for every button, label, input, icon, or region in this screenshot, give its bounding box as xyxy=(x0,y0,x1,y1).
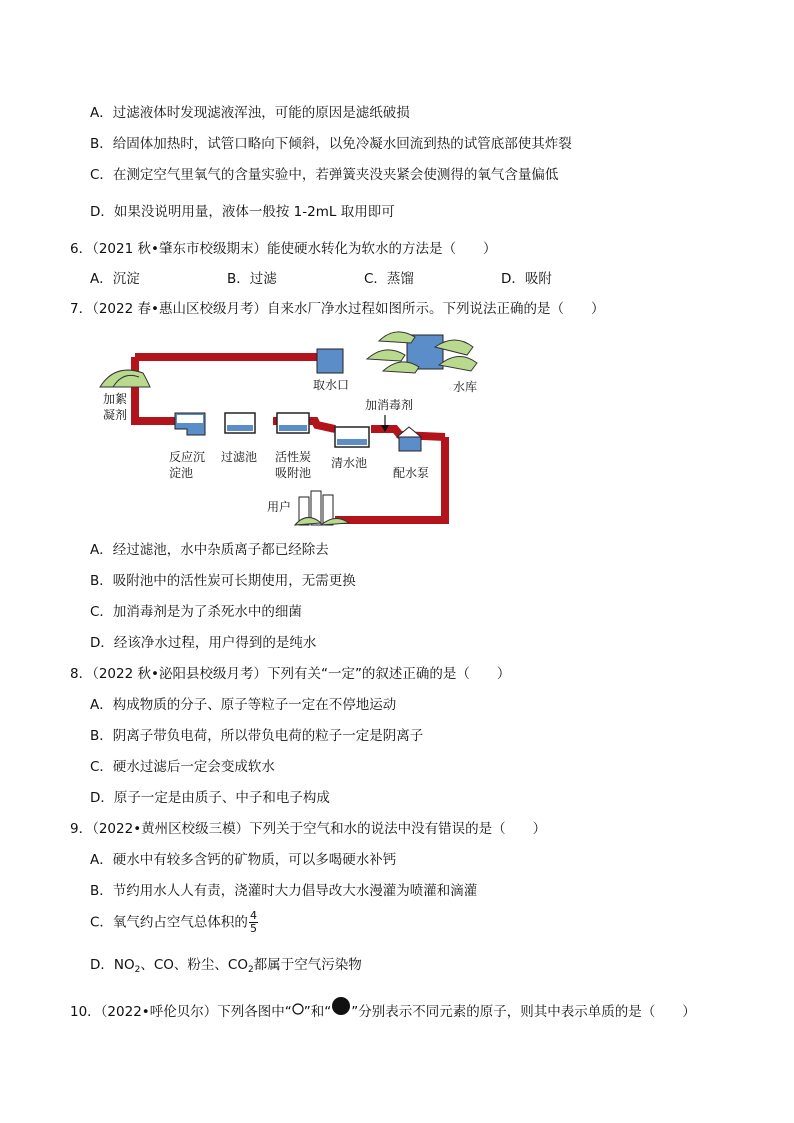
q9-option-c-text: C．氧气约占空气总体积的 xyxy=(90,914,248,931)
q8-option-b: B．阴离子带负电荷，所以带负电荷的粒子一定是阴离子 xyxy=(90,728,424,744)
carbon-tank-icon xyxy=(277,413,309,433)
label-clear: 清水池 xyxy=(331,456,368,470)
intake-icon xyxy=(317,349,343,373)
q9-option-d-suffix: 都属于空气污染物 xyxy=(253,957,362,973)
question-8-stem: 8．（2022 秋•泌阳县校级月考）下列有关“一定”的叙述正确的是（ ） xyxy=(70,666,511,682)
fraction-denominator: 5 xyxy=(249,922,257,935)
label-settling-2: 淀池 xyxy=(169,466,194,480)
q7-option-d: D．经该净水过程，用户得到的是纯水 xyxy=(90,635,317,651)
q6-option-c: C．蒸馏 xyxy=(364,271,414,287)
clear-tank-icon xyxy=(335,427,369,447)
q7-option-b: B．吸附池中的活性炭可长期使用，无需更换 xyxy=(90,573,356,589)
label-filter: 过滤池 xyxy=(221,450,258,464)
q9-option-c xyxy=(90,910,258,935)
q10-part1: 10．（2022•呼伦贝尔）下列各图中“ xyxy=(70,1004,292,1020)
question-7-stem: 7．（2022 春•惠山区校级月考）自来水厂净水过程如图所示。下列说法正确的是（ ） xyxy=(70,301,605,317)
question-6-options xyxy=(90,270,710,288)
label-intake: 取水口 xyxy=(313,378,350,392)
solid-atom-icon xyxy=(331,996,351,1016)
q9-option-d xyxy=(90,956,362,979)
q8-option-a: A．构成物质的分子、原子等粒子一定在不停地运动 xyxy=(90,697,397,713)
filter-tank-icon xyxy=(225,413,255,433)
reservoir-icon xyxy=(367,332,477,373)
question-6-stem: 6．（2021 秋•肇东市校级期末）能使硬水转化为软水的方法是（ ） xyxy=(70,241,497,257)
label-user: 用户 xyxy=(267,500,292,514)
user-buildings-icon xyxy=(295,491,349,525)
label-carbon-2: 吸附池 xyxy=(275,466,312,480)
q6-option-b: B．过滤 xyxy=(227,271,277,287)
q7-option-c: C．加消毒剂是为了杀死水中的细菌 xyxy=(90,604,302,620)
label-settling-1: 反应沉 xyxy=(169,450,206,464)
q10-part3: ”分别表示不同元素的原子，则其中表示单质的是（ ） xyxy=(351,1004,696,1020)
label-pump: 配水泵 xyxy=(393,466,430,480)
q6-option-d: D．吸附 xyxy=(501,271,552,287)
question-9-stem: 9．（2022•黄州区校级三模）下列关于空气和水的说法中没有错误的是（ ） xyxy=(70,821,547,837)
q7-option-a: A．经过滤池，水中杂质离子都已经除去 xyxy=(90,542,329,558)
q8-option-c: C．硬水过滤后一定会变成软水 xyxy=(90,759,275,775)
q9-option-d-mid: 、CO、粉尘、CO xyxy=(140,957,248,973)
hollow-atom-icon xyxy=(292,1003,304,1015)
label-carbon-1: 活性炭 xyxy=(275,450,312,464)
coagulant-tree-icon xyxy=(100,370,150,387)
option-a: A．过滤液体时发现滤液浑浊，可能的原因是滤纸破损 xyxy=(90,105,410,121)
label-coagulant-2: 凝剂 xyxy=(103,408,128,422)
option-c: C．在测定空气里氧气的含量实验中，若弹簧夹没夹紧会使测得的氧气含量偏低 xyxy=(90,167,559,183)
q8-option-d: D．原子一定是由质子、中子和电子构成 xyxy=(90,790,330,806)
label-disinfectant: 加消毒剂 xyxy=(365,398,414,412)
subscript: 2 xyxy=(247,965,254,975)
q9-option-b: B．节约用水人人有责，浇灌时大力倡导改大水漫灌为喷灌和滴灌 xyxy=(90,883,478,899)
q6-option-a: A．沉淀 xyxy=(90,271,140,287)
q9-option-a: A．硬水中有较多含钙的矿物质，可以多喝硬水补钙 xyxy=(90,852,397,868)
label-reservoir: 水库 xyxy=(453,380,478,394)
label-coagulant-1: 加絮 xyxy=(103,392,128,406)
settling-tank-icon xyxy=(175,413,205,435)
option-b: B．给固体加热时，试管口略向下倾斜，以免冷凝水回流到热的试管底部使其炸裂 xyxy=(90,136,572,152)
question-10-stem xyxy=(70,996,696,1023)
q9-option-d-prefix: D．NO xyxy=(90,957,135,973)
q10-part2: ”和“ xyxy=(303,1004,332,1020)
option-d: D．如果没说明用量，液体一般按 1-2mL 取用即可 xyxy=(90,204,395,220)
subscript: 2 xyxy=(134,965,141,975)
fraction xyxy=(249,910,258,935)
fraction-numerator: 4 xyxy=(249,909,257,922)
water-treatment-diagram xyxy=(95,325,495,530)
